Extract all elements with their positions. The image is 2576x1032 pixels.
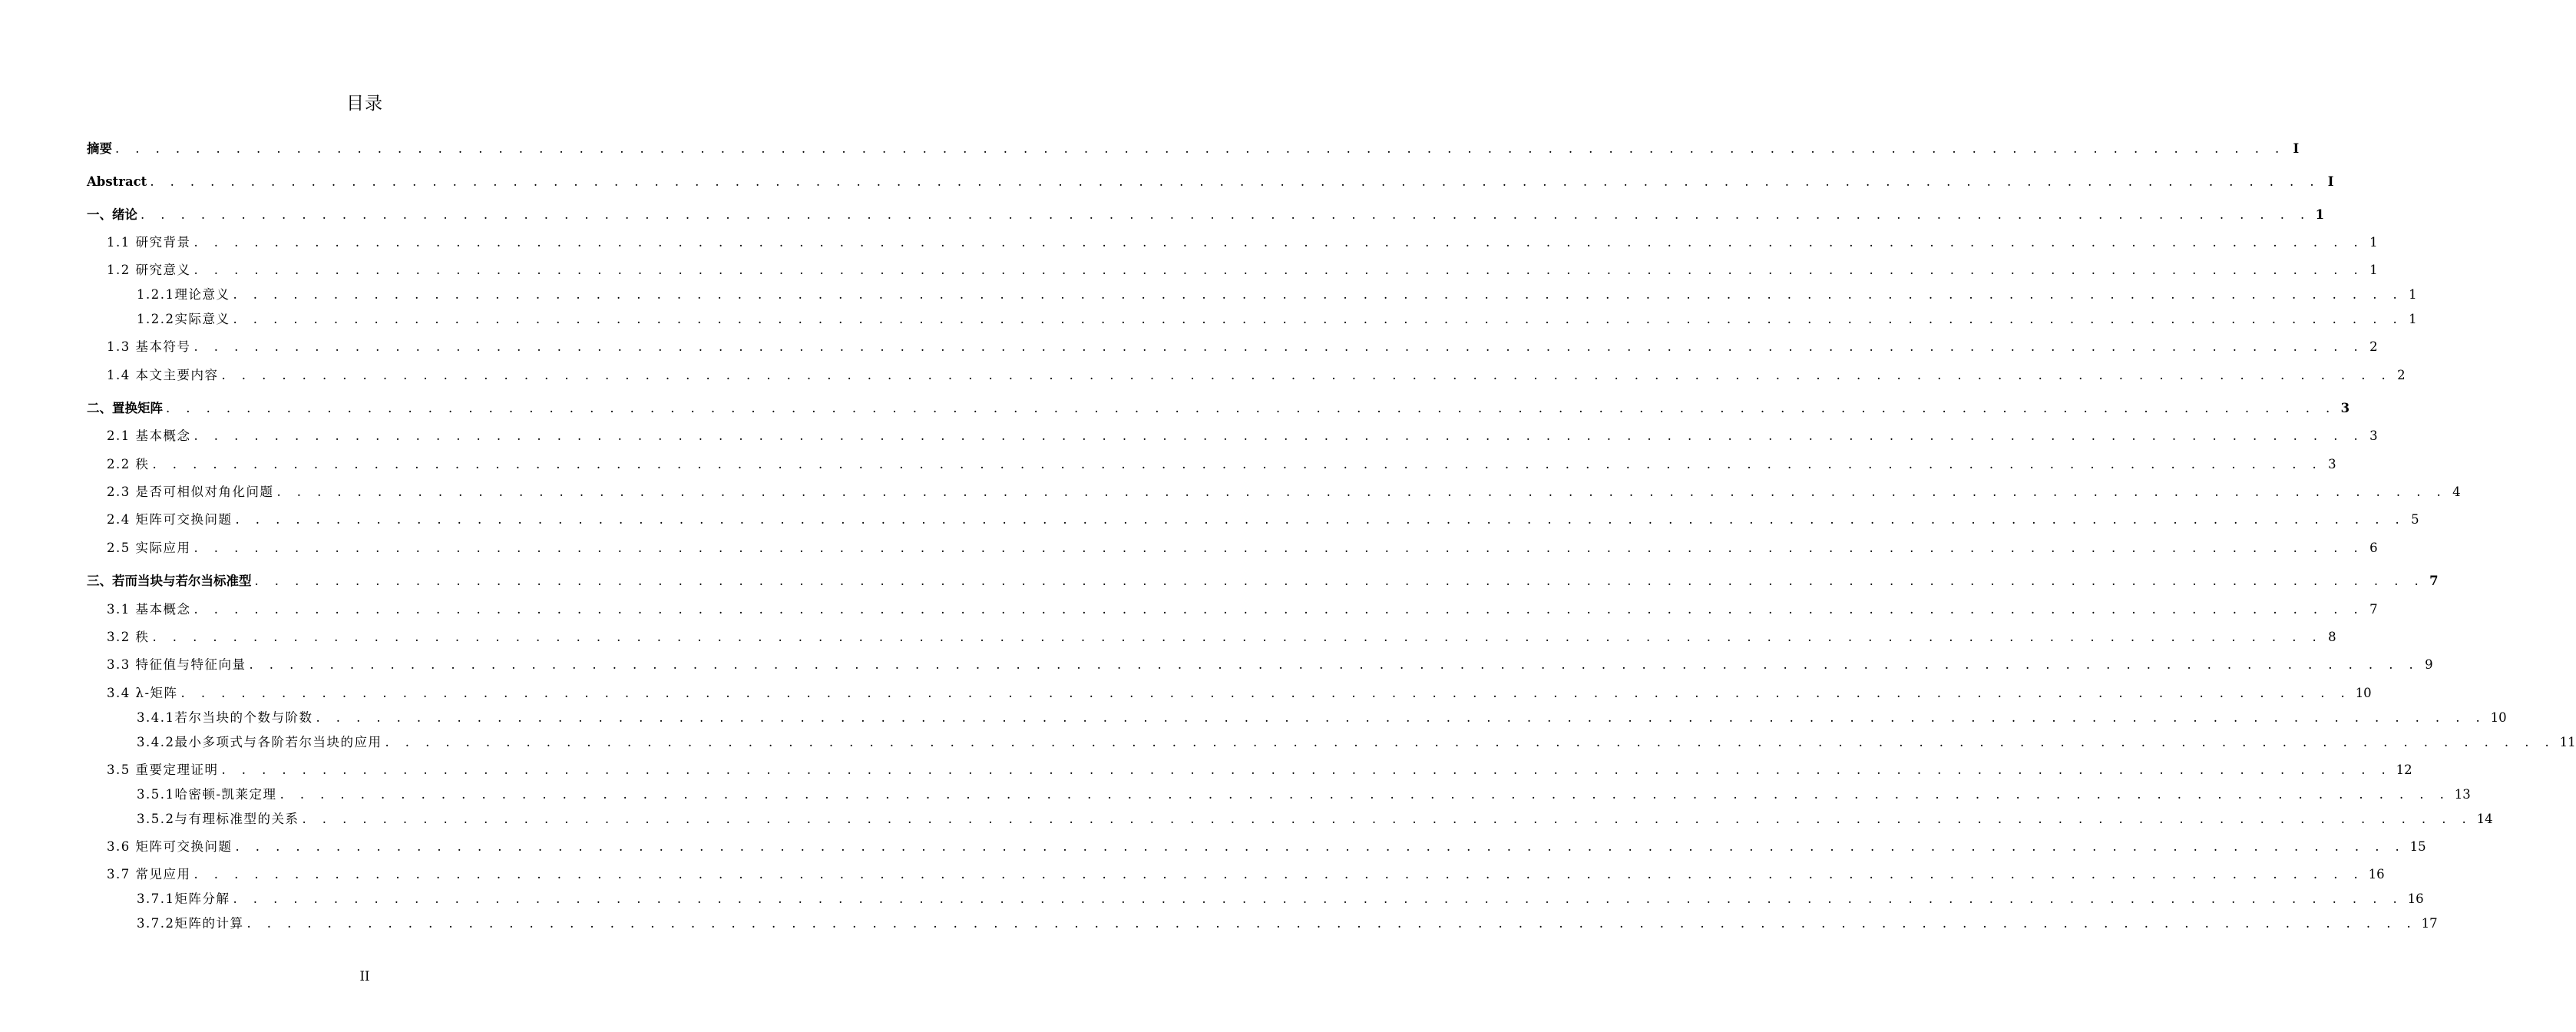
toc-section-2-4[interactable] [107, 509, 2419, 528]
toc-entry-text: 1.2.1理论意义 [137, 287, 230, 302]
toc-entry-abstract-cn[interactable] [87, 138, 2300, 157]
toc-section-1-1[interactable] [107, 232, 2378, 250]
dot-leader: . . . . . . . . . . . . . . . . . . . . . . . . . . . . . . . . . . . . . . . . . . . . . . . . . . . . . . . . . . . . . . . . . . . . . . . . . . . . . . . . . . . . . . . . . . . . . . . . . . . . . . . . . . . . [249, 657, 2419, 672]
toc-subsection-3-7-2[interactable] [137, 913, 2438, 931]
toc-entry-text: 3.1 基本概念 [107, 602, 191, 617]
toc-entry-page: 12 [2396, 762, 2412, 777]
toc-entry-page: 14 [2476, 812, 2493, 826]
dot-leader: . . . . . . . . . . . . . . . . . . . . . . . . . . . . . . . . . . . . . . . . . . . . . . . . . . . . . . . . . . . . . . . . . . . . . . . . . . . . . . . . . . . . . . . . . . . . . . . . . . . . . . . . . . . . [141, 207, 2311, 222]
toc-entry-text: 3.3 特征值与特征向量 [107, 657, 246, 672]
toc-entry-text: 3.7 常见应用 [107, 867, 191, 882]
toc-section-1-3[interactable] [107, 336, 2378, 355]
toc-section-1-2[interactable] [107, 260, 2378, 278]
toc-subsection-3-7-1[interactable] [137, 888, 2424, 907]
dot-leader: . . . . . . . . . . . . . . . . . . . . . . . . . . . . . . . . . . . . . . . . . . . . . . . . . . . . . . . . . . . . . . . . . . . . . . . . . . . . . . . . . . . . . . . . . . . . . . . . . . . . . . . . . . . . [302, 812, 2472, 826]
toc-entry-text: 3.4.1若尔当块的个数与阶数 [137, 710, 313, 725]
dot-leader: . . . . . . . . . . . . . . . . . . . . . . . . . . . . . . . . . . . . . . . . . . . . . . . . . . . . . . . . . . . . . . . . . . . . . . . . . . . . . . . . . . . . . . . . . . . . . . . . . . . . . . . . . . . . [233, 287, 2403, 302]
toc-section-3-6[interactable] [107, 836, 2426, 855]
toc-entry-abstract-en[interactable] [87, 171, 2334, 190]
toc-entry-page: 3 [2369, 428, 2378, 443]
toc-subsection-3-5-1[interactable] [137, 784, 2471, 802]
toc-entry-text: 2.5 实际应用 [107, 541, 191, 555]
toc-section-2-3[interactable] [107, 481, 2461, 500]
toc-section-2-2[interactable] [107, 454, 2336, 472]
toc-entry-page: 4 [2452, 485, 2461, 499]
dot-leader: . . . . . . . . . . . . . . . . . . . . . . . . . . . . . . . . . . . . . . . . . . . . . . . . . . . . . . . . . . . . . . . . . . . . . . . . . . . . . . . . . . . . . . . . . . . . . . . . . . . . . . . . . . . . [193, 602, 2364, 617]
toc-entry-text: 1.1 研究背景 [107, 235, 191, 250]
toc-entry-page: 2 [2397, 368, 2406, 382]
dot-leader: . . . . . . . . . . . . . . . . . . . . . . . . . . . . . . . . . . . . . . . . . . . . . . . . . . . . . . . . . . . . . . . . . . . . . . . . . . . . . . . . . . . . . . . . . . . . . . . . . . . . . . . . . . . . [235, 512, 2406, 527]
dot-leader: . . . . . . . . . . . . . . . . . . . . . . . . . . . . . . . . . . . . . . . . . . . . . . . . . . . . . . . . . . . . . . . . . . . . . . . . . . . . . . . . . . . . . . . . . . . . . . . . . . . . . . . . . . . . [150, 174, 2320, 189]
toc-entry-page: 16 [2368, 867, 2385, 882]
dot-leader: . . . . . . . . . . . . . . . . . . . . . . . . . . . . . . . . . . . . . . . . . . . . . . . . . . . . . . . . . . . . . . . . . . . . . . . . . . . . . . . . . . . . . . . . . . . . . . . . . . . . . . . . . . . . [115, 141, 2286, 156]
toc-entry-page: 2 [2369, 339, 2378, 354]
toc-section-2-5[interactable] [107, 538, 2378, 556]
toc-entry-text: 1.2 研究意义 [107, 263, 191, 277]
toc-section-3-1[interactable] [107, 599, 2378, 617]
toc-entry-page: 13 [2454, 787, 2471, 802]
toc-entry-text: 3.7.2矩阵的计算 [137, 916, 244, 931]
toc-entry-page: 3 [2340, 401, 2350, 415]
toc-section-2-1[interactable] [107, 425, 2378, 444]
toc-entry-page: 10 [2490, 710, 2507, 725]
dot-leader: . . . . . . . . . . . . . . . . . . . . . . . . . . . . . . . . . . . . . . . . . . . . . . . . . . . . . . . . . . . . . . . . . . . . . . . . . . . . . . . . . . . . . . . . . . . . . . . . . . . . . . . . . . . . [316, 710, 2486, 725]
toc-entry-page: 1 [2369, 263, 2378, 277]
dot-leader: . . . . . . . . . . . . . . . . . . . . . . . . . . . . . . . . . . . . . . . . . . . . . . . . . . . . . . . . . . . . . . . . . . . . . . . . . . . . . . . . . . . . . . . . . . . . . . . . . . . . . . . . . . . . [233, 312, 2403, 326]
toc-subsection-3-4-2[interactable] [137, 732, 2576, 750]
toc-entry-text: 二、置换矩阵 [87, 401, 163, 415]
dot-leader: . . . . . . . . . . . . . . . . . . . . . . . . . . . . . . . . . . . . . . . . . . . . . . . . . . . . . . . . . . . . . . . . . . . . . . . . . . . . . . . . . . . . . . . . . . . . . . . . . . . . . . . . . . . . [193, 428, 2364, 443]
toc-entry-page: 1 [2409, 312, 2417, 326]
toc-section-3-2[interactable] [107, 627, 2336, 645]
dot-leader: . . . . . . . . . . . . . . . . . . . . . . . . . . . . . . . . . . . . . . . . . . . . . . . . . . . . . . . . . . . . . . . . . . . . . . . . . . . . . . . . . . . . . . . . . . . . . . . . . . . . . . . . . . . . [193, 235, 2364, 250]
toc-entry-page: 11 [2559, 735, 2576, 749]
toc-entry-text: 2.4 矩阵可交换问题 [107, 512, 233, 527]
dot-leader: . . . . . . . . . . . . . . . . . . . . . . . . . . . . . . . . . . . . . . . . . . . . . . . . . . . . . . . . . . . . . . . . . . . . . . . . . . . . . . . . . . . . . . . . . . . . . . . . . . . . . . . . . . . . [276, 485, 2447, 499]
toc-entry-page: I [2327, 174, 2334, 189]
dot-leader: . . . . . . . . . . . . . . . . . . . . . . . . . . . . . . . . . . . . . . . . . . . . . . . . . . . . . . . . . . . . . . . . . . . . . . . . . . . . . . . . . . . . . . . . . . . . . . . . . . . . . . . . . . . . [233, 891, 2403, 906]
dot-leader: . . . . . . . . . . . . . . . . . . . . . . . . . . . . . . . . . . . . . . . . . . . . . . . . . . . . . . . . . . . . . . . . . . . . . . . . . . . . . . . . . . . . . . . . . . . . . . . . . . . . . . . . . . . . [221, 368, 2392, 382]
toc-entry-page: 8 [2328, 630, 2336, 644]
toc-entry-page: 16 [2407, 891, 2424, 906]
dot-leader: . . . . . . . . . . . . . . . . . . . . . . . . . . . . . . . . . . . . . . . . . . . . . . . . . . . . . . . . . . . . . . . . . . . . . . . . . . . . . . . . . . . . . . . . . . . . . . . . . . . . . . . . . . . . [385, 735, 2555, 749]
toc-section-3-5[interactable] [107, 759, 2412, 778]
toc-entry-text: 1.2.2实际意义 [137, 312, 230, 326]
toc-subsection-1-2-1[interactable] [137, 284, 2417, 303]
toc-entry-page: 15 [2409, 839, 2426, 854]
toc-section-3-4[interactable] [107, 683, 2372, 701]
dot-leader: . . . . . . . . . . . . . . . . . . . . . . . . . . . . . . . . . . . . . . . . . . . . . . . . . . . . . . . . . . . . . . . . . . . . . . . . . . . . . . . . . . . . . . . . . . . . . . . . . . . . . . . . . . . . [193, 541, 2364, 555]
toc-entry-text: 3.5.2与有理标准型的关系 [137, 812, 299, 826]
toc-entry-page: 3 [2328, 457, 2336, 471]
toc-entry-text: 3.5.1哈密顿-凯莱定理 [137, 787, 277, 802]
toc-entry-text: 2.1 基本概念 [107, 428, 191, 443]
dot-leader: . . . . . . . . . . . . . . . . . . . . . . . . . . . . . . . . . . . . . . . . . . . . . . . . . . . . . . . . . . . . . . . . . . . . . . . . . . . . . . . . . . . . . . . . . . . . . . . . . . . . . . . . . . . . [166, 401, 2336, 415]
dot-leader: . . . . . . . . . . . . . . . . . . . . . . . . . . . . . . . . . . . . . . . . . . . . . . . . . . . . . . . . . . . . . . . . . . . . . . . . . . . . . . . . . . . . . . . . . . . . . . . . . . . . . . . . . . . . [193, 263, 2364, 277]
toc-section-3-3[interactable] [107, 654, 2433, 673]
toc-entry-text: 1.3 基本符号 [107, 339, 191, 354]
toc-entry-page: 1 [2409, 287, 2417, 302]
dot-leader: . . . . . . . . . . . . . . . . . . . . . . . . . . . . . . . . . . . . . . . . . . . . . . . . . . . . . . . . . . . . . . . . . . . . . . . . . . . . . . . . . . . . . . . . . . . . . . . . . . . . . . . . . . . . [152, 457, 2323, 471]
toc-entry-page: 7 [2369, 602, 2378, 617]
toc-subsection-3-4-1[interactable] [137, 707, 2507, 726]
toc-entry-page: 17 [2421, 916, 2438, 931]
toc-entry-text: 摘要 [87, 141, 112, 156]
toc-entry-page: 7 [2429, 574, 2439, 588]
toc-entry-text: 3.6 矩阵可交换问题 [107, 839, 233, 854]
toc-entry-text: 2.3 是否可相似对角化问题 [107, 485, 274, 499]
toc-entry-text: 1.4 本文主要内容 [107, 368, 219, 382]
toc-entry-text: 一、绪论 [87, 207, 137, 222]
toc-entry-text: 3.4 λ-矩阵 [107, 686, 178, 700]
toc-entry-page: 5 [2411, 512, 2419, 527]
dot-leader: . . . . . . . . . . . . . . . . . . . . . . . . . . . . . . . . . . . . . . . . . . . . . . . . . . . . . . . . . . . . . . . . . . . . . . . . . . . . . . . . . . . . . . . . . . . . . . . . . . . . . . . . . . . . [235, 839, 2406, 854]
dot-leader: . . . . . . . . . . . . . . . . . . . . . . . . . . . . . . . . . . . . . . . . . . . . . . . . . . . . . . . . . . . . . . . . . . . . . . . . . . . . . . . . . . . . . . . . . . . . . . . . . . . . . . . . . . . . [279, 787, 2450, 802]
toc-subsection-1-2-2[interactable] [137, 309, 2417, 327]
toc-entry-page: 1 [2315, 207, 2325, 222]
toc-entry-page: I [2293, 141, 2300, 156]
dot-leader: . . . . . . . . . . . . . . . . . . . . . . . . . . . . . . . . . . . . . . . . . . . . . . . . . . . . . . . . . . . . . . . . . . . . . . . . . . . . . . . . . . . . . . . . . . . . . . . . . . . . . . . . . . . . [152, 630, 2323, 644]
dot-leader: . . . . . . . . . . . . . . . . . . . . . . . . . . . . . . . . . . . . . . . . . . . . . . . . . . . . . . . . . . . . . . . . . . . . . . . . . . . . . . . . . . . . . . . . . . . . . . . . . . . . . . . . . . . . [254, 574, 2425, 588]
toc-entry-page: 1 [2369, 235, 2378, 250]
toc-entry-text: 3.2 秩 [107, 630, 150, 644]
toc-entry-text: 2.2 秩 [107, 457, 150, 471]
dot-leader: . . . . . . . . . . . . . . . . . . . . . . . . . . . . . . . . . . . . . . . . . . . . . . . . . . . . . . . . . . . . . . . . . . . . . . . . . . . . . . . . . . . . . . . . . . . . . . . . . . . . . . . . . . . . [221, 762, 2392, 777]
dot-leader: . . . . . . . . . . . . . . . . . . . . . . . . . . . . . . . . . . . . . . . . . . . . . . . . . . . . . . . . . . . . . . . . . . . . . . . . . . . . . . . . . . . . . . . . . . . . . . . . . . . . . . . . . . . . [193, 867, 2364, 882]
toc-entry-text: Abstract [87, 174, 147, 189]
dot-leader: . . . . . . . . . . . . . . . . . . . . . . . . . . . . . . . . . . . . . . . . . . . . . . . . . . . . . . . . . . . . . . . . . . . . . . . . . . . . . . . . . . . . . . . . . . . . . . . . . . . . . . . . . . . . [193, 339, 2364, 354]
toc-entry-text: 三、若而当块与若尔当标准型 [87, 574, 252, 588]
toc-entry-page: 9 [2425, 657, 2433, 672]
dot-leader: . . . . . . . . . . . . . . . . . . . . . . . . . . . . . . . . . . . . . . . . . . . . . . . . . . . . . . . . . . . . . . . . . . . . . . . . . . . . . . . . . . . . . . . . . . . . . . . . . . . . . . . . . . . . [180, 686, 2351, 700]
toc-chapter-1[interactable] [87, 204, 2325, 223]
toc-chapter-3[interactable] [87, 571, 2439, 589]
toc-entry-text: 3.5 重要定理证明 [107, 762, 219, 777]
page-number: II [359, 969, 370, 984]
toc-section-1-4[interactable] [107, 365, 2406, 383]
toc-entry-page: 10 [2355, 686, 2372, 700]
toc-chapter-2[interactable] [87, 398, 2350, 416]
toc-entry-text: 3.4.2最小多项式与各阶若尔当块的应用 [137, 735, 382, 749]
page-title: 目录 [346, 94, 383, 114]
toc-subsection-3-5-2[interactable] [137, 809, 2493, 827]
toc-entry-page: 6 [2369, 541, 2378, 555]
toc-entry-text: 3.7.1矩阵分解 [137, 891, 230, 906]
toc-section-3-7[interactable] [107, 864, 2385, 882]
dot-leader: . . . . . . . . . . . . . . . . . . . . . . . . . . . . . . . . . . . . . . . . . . . . . . . . . . . . . . . . . . . . . . . . . . . . . . . . . . . . . . . . . . . . . . . . . . . . . . . . . . . . . . . . . . . . [246, 916, 2417, 931]
